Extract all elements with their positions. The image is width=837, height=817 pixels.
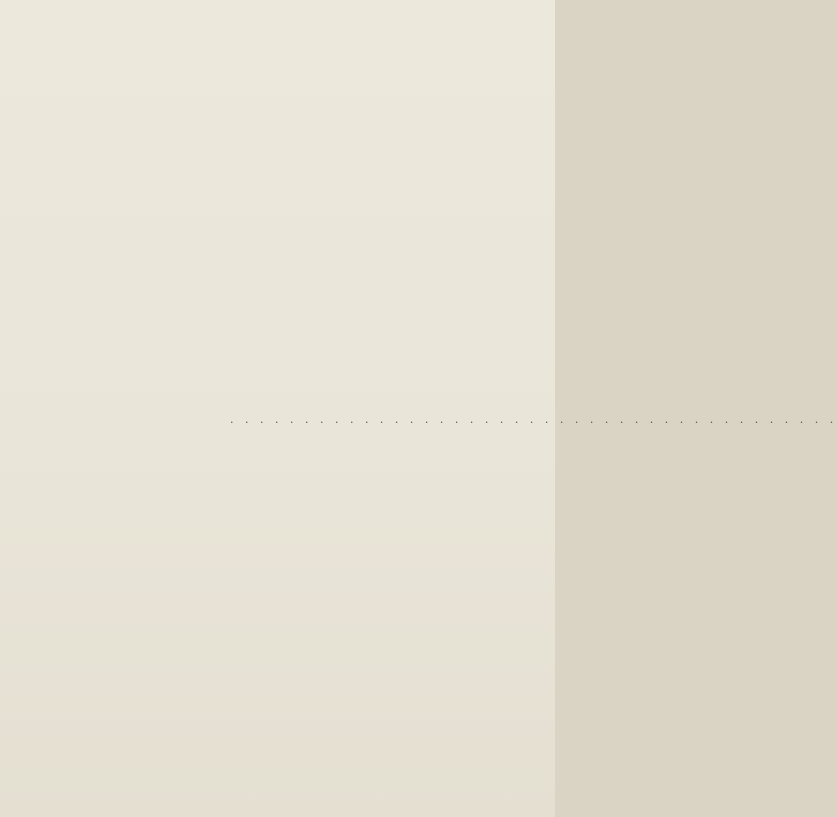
paragraph-line-1 <box>142 379 516 395</box>
paragraph-line-2 <box>142 396 516 412</box>
leader-dots: . . . . . . . . . . . . . . . . . . . . . . . . . . . . . . . . . . . . . . . . . <box>230 413 837 426</box>
